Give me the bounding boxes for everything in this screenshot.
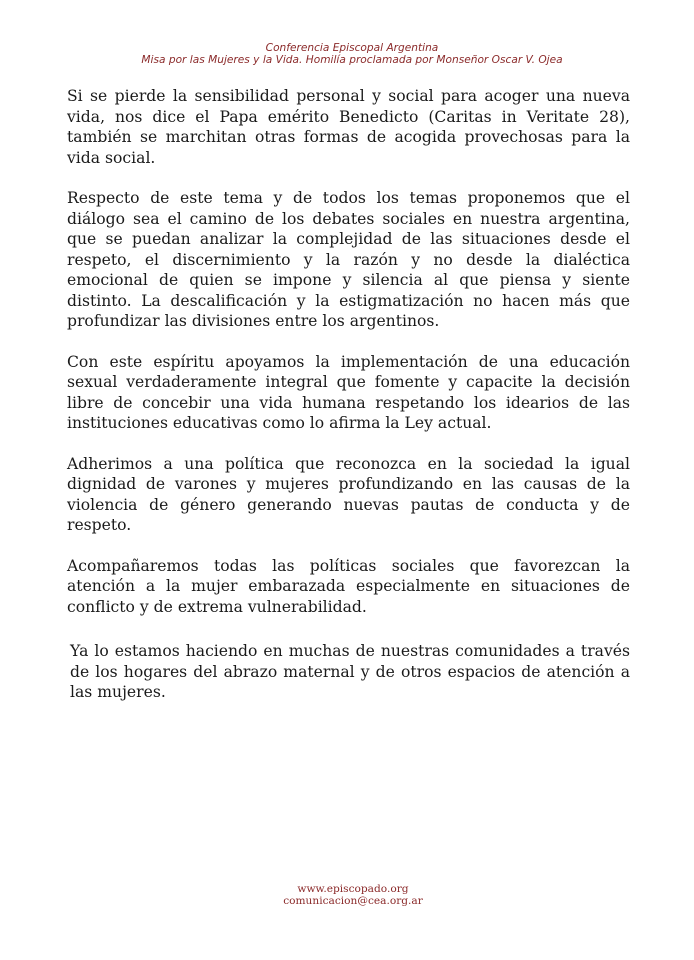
header-subtitle: Misa por las Mujeres y la Vida. Homilía proclamada por Monseñor Oscar V. Ojea	[141, 54, 563, 66]
document-body	[67, 86, 630, 723]
footer-email-link[interactable]: comunicacion@cea.org.ar	[283, 895, 423, 907]
paragraph: Si se pierde la sensibilidad personal y social para acoger una nueva vida, nos dice el Papa emérito Benedicto (Caritas in Veritate 28), también se marchitan otras formas de acogida provechosas para la vida social.	[67, 87, 630, 167]
document-footer	[0, 883, 694, 907]
document-header	[0, 42, 694, 66]
paragraph: Respecto de este tema y de todos los temas proponemos que el diálogo sea el camino de los debates sociales en nuestra argentina, que se puedan analizar la complejidad de las situaciones desde el respeto, el discernimiento y la razón y no desde la dialéctica emocional de quien se impone y silencia al que piensa y siente distinto. La descalificación y la estigmatización no hacen más que profundizar las divisiones entre los argentinos.	[67, 189, 630, 330]
paragraph: Con este espíritu apoyamos la implementación de una educación sexual verdaderamente integral que fomente y capacite la decisión libre de concebir una vida humana respetando los idearios de las instituciones educativas como lo afirma la Ley actual.	[67, 352, 630, 432]
paragraph: Adherimos a una política que reconozca en la sociedad la igual dignidad de varones y mujeres profundizando en las causas de la violencia de género generando nuevas pautas de conducta y de respeto.	[67, 454, 630, 534]
header-organization: Conferencia Episcopal Argentina	[265, 42, 439, 54]
footer-website-link[interactable]: www.episcopado.org	[297, 883, 409, 895]
paragraph: Ya lo estamos haciendo en muchas de nuestras comunidades a través de los hogares del abrazo maternal y de otros espacios de atención a las mujeres.	[70, 642, 630, 701]
paragraph: Acompañaremos todas las políticas sociales que favorezcan la atención a la mujer embarazada especialmente en situaciones de conflicto y de extrema vulnerabilidad.	[67, 556, 630, 616]
